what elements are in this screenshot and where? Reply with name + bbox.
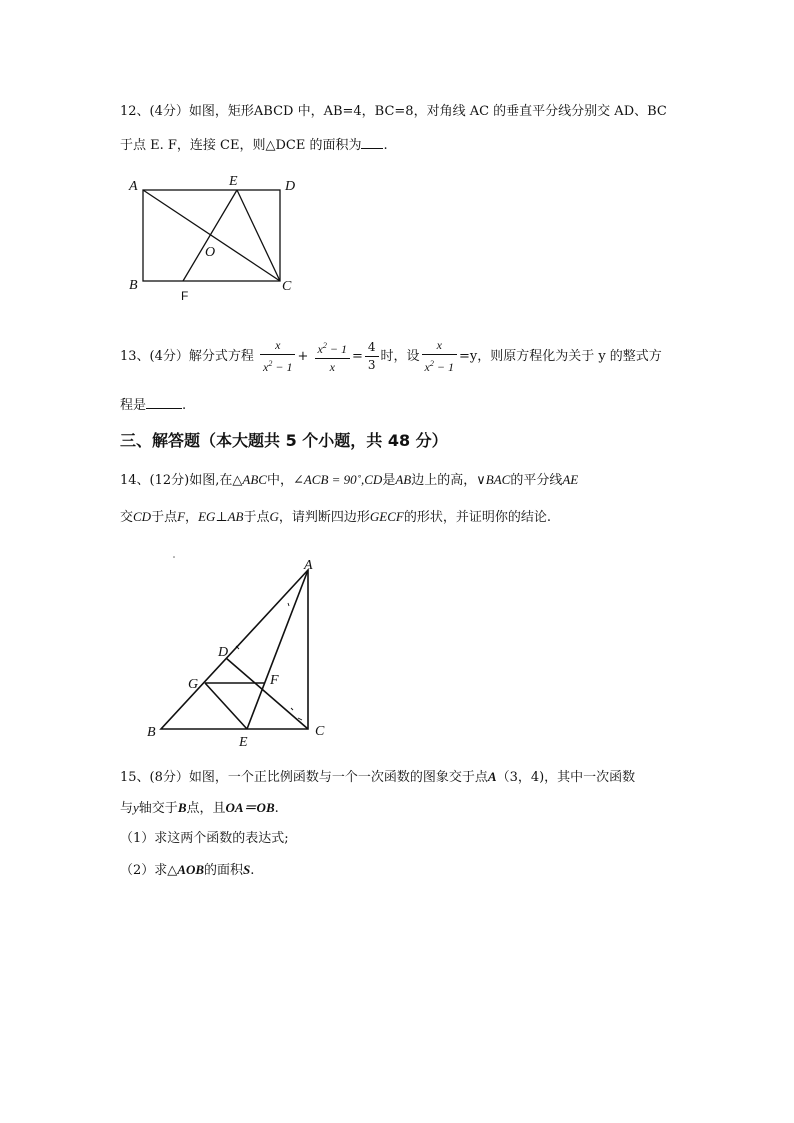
q13-f1-den-sup: 2 [268,359,273,368]
q14-f: F [177,509,186,524]
q14-l2-b: 于点 [151,510,178,525]
q14-l2-d: 于点 [243,510,270,525]
q13-fraction-3-den: 3 [367,358,376,372]
q13-fraction-1 [260,338,295,375]
q15-l2-b: 轴交于 [138,801,178,816]
q14-angle-bac: ∨BAC [476,472,511,487]
angle-mark-c2 [291,708,293,710]
q12-label-c: C [282,279,292,294]
q14-line1 [120,471,578,490]
q14-label-b: B [147,725,156,740]
q12-text-line1: 12、(4分）如图，矩形ABCD 中，AB=4，BC=8，对角线 AC 的垂直平分线分别交 AD、BC [120,104,667,119]
q15-line1 [120,768,635,787]
q14-label-c: C [315,724,325,739]
q14-text-c: 是 [382,473,396,488]
line-ce [237,190,280,281]
q13-f2-num-sup: 2 [322,341,327,350]
q14-eg-perp-ab: EG⊥AB [198,509,244,524]
q15-sub2-b: 的面积 [204,863,244,878]
q15-sub2 [120,861,254,880]
q13-f4-den-sup: 2 [429,359,434,368]
q13-f4-den-x: x [424,360,430,374]
q15-l2-c: 点，且 [186,801,226,816]
q13-fraction-3 [365,340,379,373]
q13-fraction-2-den: x [329,360,335,374]
q14-g: G [269,509,279,524]
q14-l2-e: ，请判断四边形 [278,510,370,525]
q15-l2-d: . [274,801,279,816]
bisector-ae [247,570,308,729]
line-ef [183,190,237,281]
q13-f1-den-minus: − 1 [272,360,293,374]
q12-answer-blank [361,135,383,149]
q15-point-b: B [177,800,187,815]
diagonal-ac [143,190,280,281]
q14-gecf: GECF [369,509,404,524]
q12-label-b: B [129,278,138,293]
q12-text-line2: 于点 E. F，连接 CE，则△DCE 的面积为 [120,138,362,153]
q15-point-a: A [487,769,497,784]
stray-dot [173,556,175,558]
q13-answer-blank [146,395,182,409]
q14-text-e: 的平分线 [510,473,563,488]
q14-angle-acb: ∠ACB = 90˚,CD [292,472,383,487]
rectangle-abcd [143,190,280,281]
q13-period: . [182,398,187,413]
right-angle-mark-c [298,718,302,720]
triangle-abc [161,570,308,729]
q14-text-d: 边上的高， [411,473,477,488]
q13-fraction-4 [422,338,457,375]
q12-label-e: E [229,174,238,189]
q14-text-a: 14、(12分)如图,在 [120,473,233,488]
q15-line2 [120,799,279,818]
q13-f1-den-x: x [263,360,269,374]
q13-line1 [120,337,662,377]
q14-l2-c: ， [185,510,199,525]
q15-text-a: 15、(8分）如图，一个正比例函数与一个一次函数的图象交于点 [120,770,488,785]
q14-label-f: F [270,673,279,688]
q14-ab: AB [395,472,412,487]
q13-fraction-2-num [315,338,350,359]
q12-label-a: A [129,179,138,194]
q13-line2-text: 程是 [120,398,147,413]
q14-label-e: E [239,735,248,750]
q14-triangle-abc: △ABC [232,472,267,487]
q15-text-b: （3，4)，其中一次函数 [496,770,636,785]
segment-ge [205,683,247,729]
q14-l2-a: 交 [120,510,134,525]
right-angle-mark-d [236,646,239,649]
q13-f2-num-x: x [317,342,323,356]
angle-mark-a [288,603,289,606]
q15-sub1-text: （1）求这两个函数的表达式; [120,831,289,846]
q13-fraction-4-num: x [422,338,457,355]
q14-line2 [120,508,551,527]
q12-label-f: F [181,289,189,303]
q13-line2 [120,395,186,415]
q13-tail-text: =y，则原方程化为关于 y 的整式方 [458,349,662,364]
q13-plus: + [297,349,309,364]
q13-equals: = [351,349,363,364]
q13-fraction-4-den [422,355,457,375]
q13-mid-text: 时，设 [380,349,420,364]
q12-line1 [120,103,667,121]
q14-cd: CD [133,509,152,524]
q12-line2 [120,135,388,155]
altitude-cd [226,658,308,729]
q14-label-g: G [188,677,199,692]
q14-ae: AE [562,472,579,487]
q14-text-b: 中， [266,473,293,488]
q13-fraction-2 [315,338,350,375]
q12-period: . [383,138,388,153]
q15-sub2-s: S [243,862,251,877]
q14-label-d: D [218,645,229,660]
q13-fraction-1-den [260,355,295,375]
q15-sub2-c: . [250,863,255,878]
q13-lead: 13、(4分）解分式方程 [120,349,254,364]
q13-f4-den-minus: − 1 [433,360,454,374]
q15-sub2-a: （2）求△ [120,863,178,878]
q15-y-axis: y [133,800,139,815]
q12-label-o: O [205,245,216,260]
q15-sub1 [120,830,289,848]
section-heading: 三、解答题（本大题共 5 个小题，共 48 分） [120,431,448,450]
q15-oa-eq-ob: OA＝OB [225,800,275,815]
q13-fraction-1-num: x [260,338,295,355]
q13-fraction-3-num: 4 [365,340,379,357]
q15-l2-a: 与 [120,801,134,816]
q12-label-d: D [285,179,296,194]
q15-sub2-aob: AOB [177,862,205,877]
q14-l2-f: 的形状，并证明你的结论. [403,510,552,525]
q14-label-a: A [304,558,313,573]
q13-f2-num-minus: − 1 [326,342,347,356]
